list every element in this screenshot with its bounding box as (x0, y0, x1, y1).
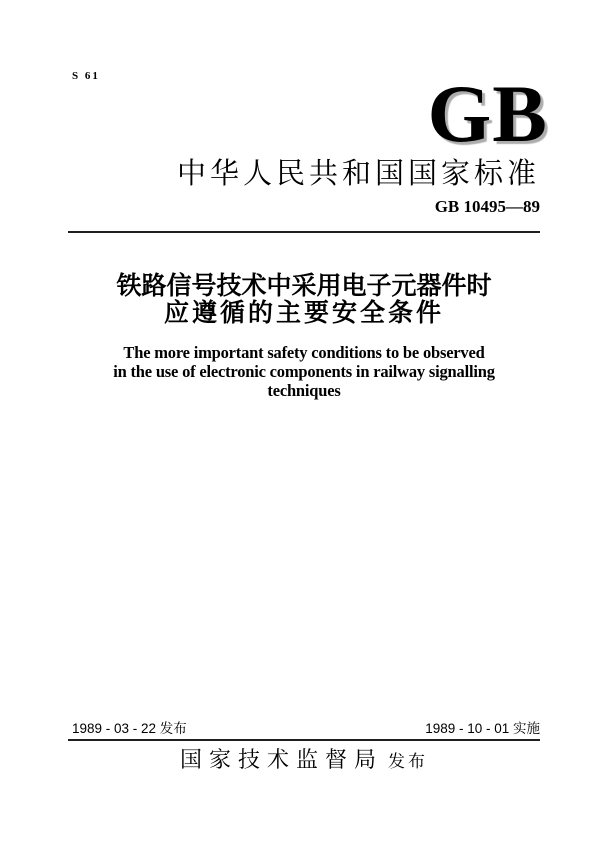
standard-name: 中华人民共和国国家标准 (176, 157, 540, 190)
issuing-authority-row (68, 746, 540, 777)
dates-row (68, 721, 540, 737)
title-english-line1: The more important safety conditions to be observed (123, 343, 485, 363)
title-english-line2: in the use of electronic components in railway signalling (113, 362, 495, 382)
standard-number: GB 10495—89 (434, 196, 540, 216)
title-english-line3: techniques (267, 381, 341, 401)
title-chinese (68, 273, 540, 327)
issuing-authority-action: 发布 (388, 752, 428, 771)
implement-date: 1989 - 10 - 01 实施 (425, 721, 540, 736)
issuing-authority-name: 国家技术监督局 (179, 747, 383, 772)
footer-divider (68, 739, 540, 741)
title-chinese-line2: 应遵循的主要安全条件 (163, 299, 444, 328)
gb-logo: GB (427, 68, 548, 159)
blank-body-area (68, 400, 540, 721)
header-divider (68, 231, 540, 233)
classification-code: S 61 (72, 70, 100, 82)
title-english (68, 343, 540, 400)
title-chinese-line1: 铁路信号技术中采用电子元器件时 (116, 272, 492, 301)
issue-date: 1989 - 03 - 22 发布 (72, 721, 187, 736)
